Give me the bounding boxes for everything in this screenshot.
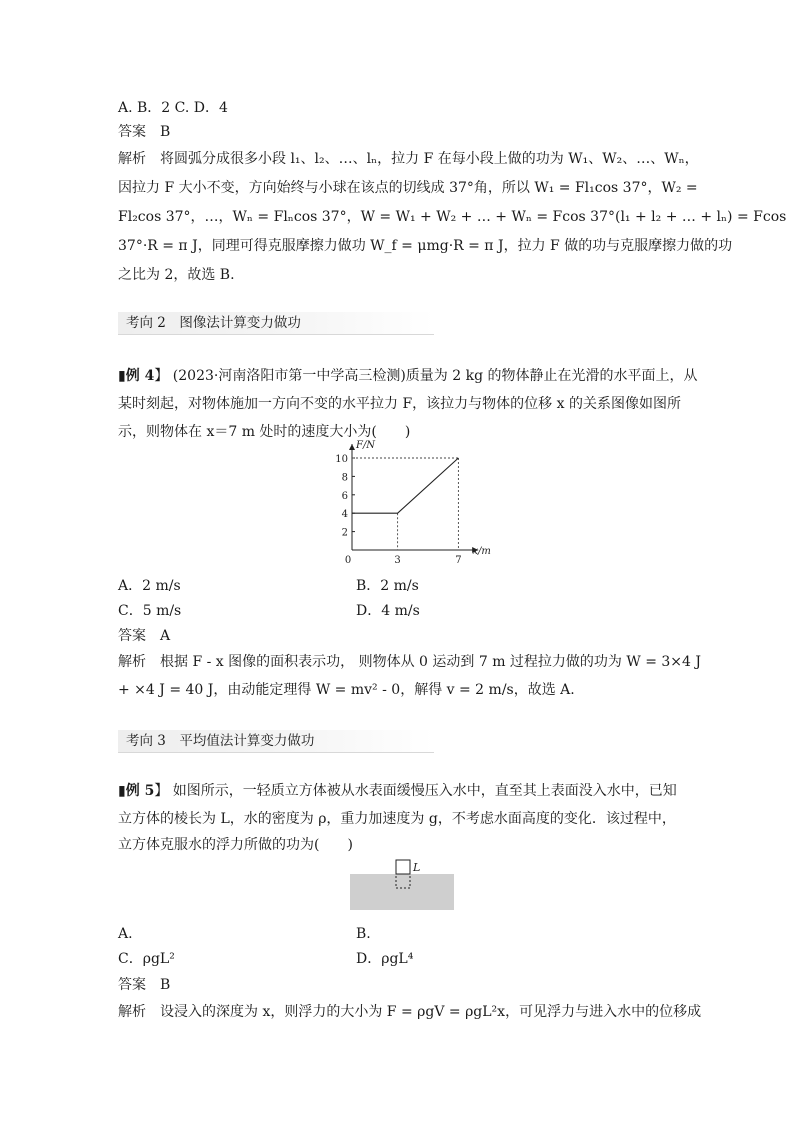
x-tick-label: 3 <box>394 555 401 566</box>
example4-analysis-line: 解析 根据 F - x 图像的面积表示功， 则物体从 0 运动到 7 m 过程拉力做的功为 W = 3×4 J <box>118 654 702 670</box>
option-b: B. <box>356 926 371 942</box>
y-tick-label: 6 <box>341 490 348 502</box>
water-body <box>350 874 454 910</box>
cube-water-figure <box>348 856 458 912</box>
example-label-bracket: ▮ <box>118 783 126 799</box>
example-label: 例 5 <box>125 783 155 799</box>
example4-text: (2023·河南洛阳市第一中学高三检测)质量为 2 kg 的物体静止在光滑的水平面上，从 <box>172 368 698 384</box>
prev-options: A. B．2 C. D．4 <box>118 100 228 116</box>
prev-analysis-line: 37°·R = π J，同理可得克服摩擦力做功 W_f = μmg·R = π J，拉力 F 做的功与克服摩擦力做的功 <box>118 238 733 254</box>
section-header-2 <box>118 312 434 335</box>
example-label: 例 4 <box>125 368 155 384</box>
example4-line: 示，则物体在 x＝7 m 处时的速度大小为( ) <box>118 424 411 440</box>
example-label-bracket: ▮ <box>118 368 126 384</box>
example5-line: ▮例 5】 如图所示，一轻质立方体被从水表面缓慢压入水中，直至其上表面没入水中，已知 <box>118 783 677 799</box>
example5-line: 立方体克服水的浮力所做的功为( ) <box>118 837 353 853</box>
example4-answer: 答案 A <box>118 628 171 644</box>
example5-answer: 答案 B <box>118 977 171 993</box>
prev-analysis-line: 解析 将圆弧分成很多小段 l₁、l₂、…、lₙ，拉力 F 在每小段上做的功为 W₁、W₂、…、Wₙ， <box>118 151 699 167</box>
option-c: C．ρgL² <box>118 951 175 967</box>
example4-analysis-line: + ×4 J = 40 J，由动能定理得 W = mv² - 0，解得 v = 2 m/s，故选 A. <box>118 682 575 698</box>
y-tick-label: 8 <box>341 472 348 484</box>
x-tick-label: 0 <box>344 555 352 566</box>
cube-edge-label: L <box>413 861 421 874</box>
prev-answer: 答案 B <box>118 124 171 140</box>
example4-line: 某时刻起，对物体施加一方向不变的水平拉力 F，该拉力与物体的位移 x 的关系图像如图所 <box>118 396 681 412</box>
force-displacement-chart <box>330 436 491 566</box>
example4-line: ▮例 4】 (2023·河南洛阳市第一中学高三检测)质量为 2 kg 的物体静止在光滑的水平面上，从 <box>118 368 698 384</box>
y-tick-label: 2 <box>341 527 348 539</box>
option-a: A. <box>118 926 133 942</box>
force-line-series <box>352 458 458 513</box>
y-tick-label: 10 <box>335 454 348 465</box>
example5-text: 如图所示，一轻质立方体被从水表面缓慢压入水中，直至其上表面没入水中，已知 <box>172 783 677 799</box>
x-axis-label: x/m <box>472 546 491 557</box>
x-tick-label: 7 <box>455 555 462 566</box>
option-b: B．2 m/s <box>356 578 419 594</box>
y-axis-arrow <box>349 444 355 450</box>
section-title: 考向 3 平均值法计算变力做功 <box>126 733 315 749</box>
section-title: 考向 2 图像法计算变力做功 <box>126 315 301 331</box>
cube-above <box>396 860 410 874</box>
option-a: A．2 m/s <box>118 578 181 594</box>
prev-analysis-line: 因拉力 F 大小不变，方向始终与小球在该点的切线成 37°角，所以 W₁ = Fl₁cos 37°，W₂ = <box>118 180 698 196</box>
y-axis-label: F/N <box>356 440 376 451</box>
section-header-3 <box>118 730 434 753</box>
option-d: D．ρgL⁴ <box>356 951 414 967</box>
option-c: C．5 m/s <box>118 603 182 619</box>
option-d: D．4 m/s <box>356 603 420 619</box>
example5-analysis-line: 解析 设浸入的深度为 x，则浮力的大小为 F = ρgV = ρgL²x，可见浮力与进入水中的位移成 <box>118 1004 702 1020</box>
example5-line: 立方体的棱长为 L，水的密度为 ρ，重力加速度为 g，不考虑水面高度的变化．该过程中， <box>118 811 676 827</box>
y-tick-label: 4 <box>341 509 348 521</box>
prev-analysis-line: 之比为 2，故选 B. <box>118 267 235 283</box>
prev-analysis-line: Fl₂cos 37°，…，Wₙ = Flₙcos 37°，W = W₁ + W₂ + … + Wₙ = Fcos 37°(l₁ + l₂ + … + lₙ) = Fcos <box>118 209 787 225</box>
